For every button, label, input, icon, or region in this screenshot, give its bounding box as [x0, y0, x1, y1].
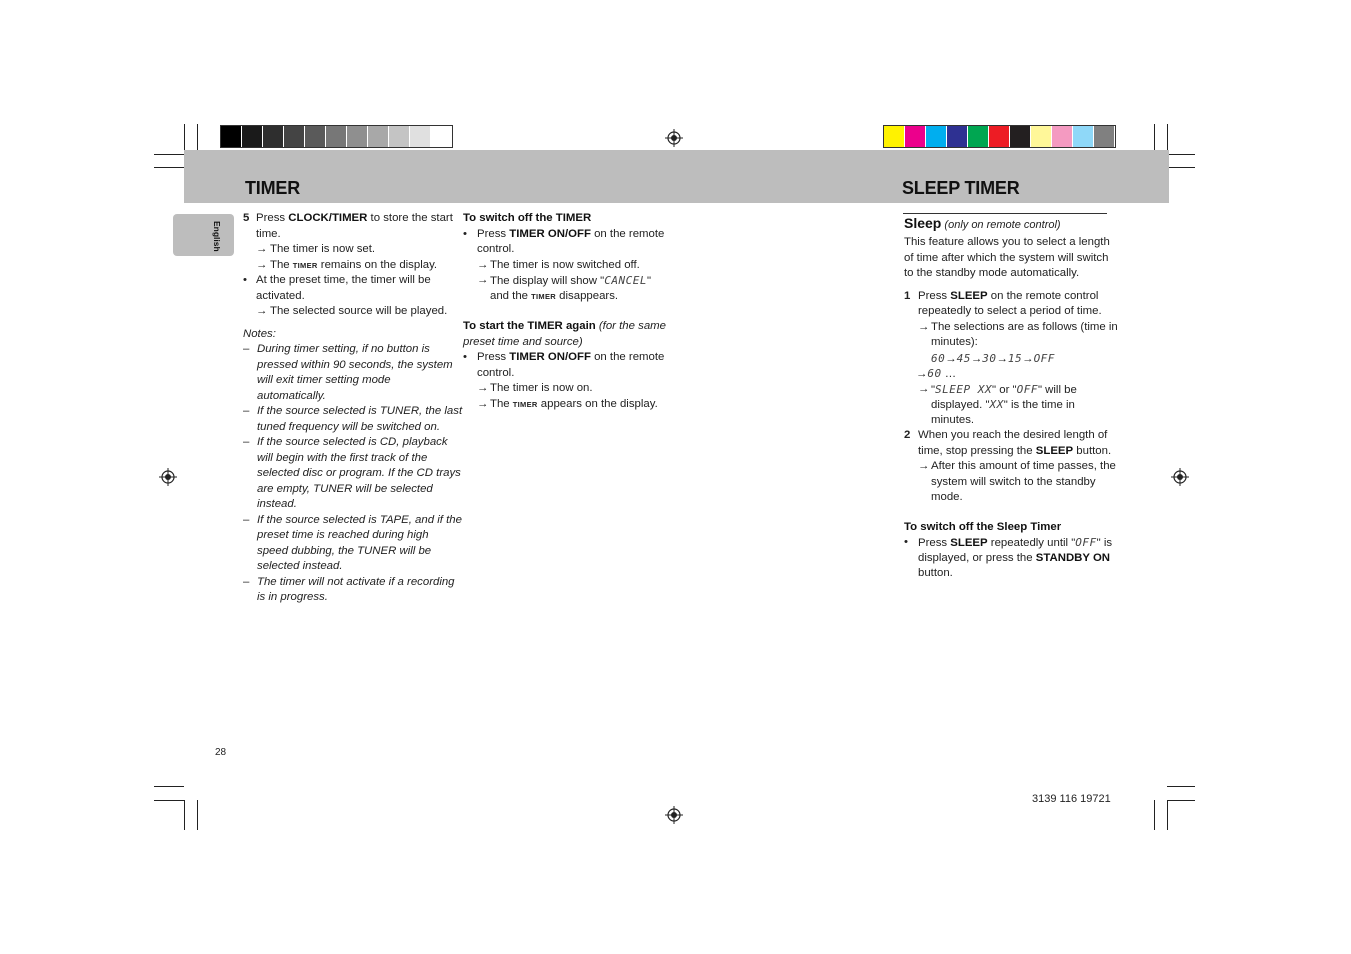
sleep-intro	[904, 235, 1114, 282]
text: preset time and source)	[463, 335, 583, 348]
color-swatch	[221, 126, 242, 147]
timer-indicator: TIMER	[292, 260, 318, 270]
crop-mark	[184, 800, 185, 830]
arrow-icon: →	[256, 243, 268, 255]
sleep-key: SLEEP	[1035, 444, 1074, 457]
header-band	[184, 150, 1169, 203]
timer-onoff-key: TIMER ON/OFF	[509, 351, 591, 363]
sleep-column	[904, 215, 1118, 582]
color-swatch	[305, 126, 326, 147]
text: The display will show "	[490, 275, 605, 287]
note-line	[243, 342, 453, 358]
text: " or "	[992, 383, 1017, 396]
arrow-icon: →	[477, 274, 489, 286]
text: The	[490, 397, 513, 410]
sleep-subtitle: Sleep	[904, 215, 942, 231]
text: repeatedly to select a period of time.	[918, 305, 1102, 317]
text: The selected source will be played.	[270, 305, 448, 317]
note-text: is in progress.	[257, 591, 328, 603]
text: " is	[1096, 537, 1113, 549]
text: " will be	[1037, 383, 1077, 396]
color-swatch	[284, 126, 305, 147]
text: displayed. "	[931, 399, 990, 411]
timer-indicator: TIMER	[531, 291, 557, 301]
note-line	[243, 497, 453, 513]
dash-icon: –	[243, 513, 250, 526]
text: disappears.	[556, 289, 619, 302]
text: time, stop pressing the	[918, 444, 1036, 457]
note-line	[243, 544, 453, 560]
text: time.	[256, 227, 281, 240]
note-line	[243, 513, 462, 529]
intro-line: of time after which the system will switch	[904, 251, 1109, 264]
color-swatch	[968, 126, 989, 147]
note-text: instead.	[257, 498, 297, 510]
note-line	[243, 358, 453, 374]
crop-mark	[154, 800, 184, 801]
note-text: are empty, TUNER will be selected	[257, 482, 433, 495]
dash-icon: –	[243, 575, 250, 588]
cmyk-color-bar	[883, 125, 1116, 148]
sleep-sequence	[931, 351, 1055, 368]
step-number: 1	[904, 289, 911, 302]
text: appears on the display.	[537, 397, 658, 410]
lcd-text: XX	[989, 398, 1004, 411]
note-text: If the source selected is TUNER, the last	[257, 405, 463, 417]
color-swatch	[368, 126, 389, 147]
note-line	[243, 590, 453, 606]
lcd-text: 60	[931, 351, 946, 365]
color-swatch	[1010, 126, 1031, 147]
sleep-key: SLEEP	[950, 289, 988, 302]
timer-indicator: TIMER	[512, 399, 538, 409]
note-line	[243, 420, 453, 436]
grayscale-color-bar	[220, 125, 453, 148]
text: mode.	[931, 491, 963, 503]
dash-icon: –	[243, 405, 250, 417]
text: "	[646, 275, 651, 287]
timer-column-2	[463, 211, 673, 412]
text: on the remote	[590, 351, 665, 363]
text: Press	[477, 227, 510, 240]
color-swatch	[1073, 126, 1094, 147]
text: and the	[490, 289, 532, 302]
crop-mark	[154, 167, 184, 168]
arrow-icon: →	[918, 320, 930, 333]
color-swatch	[431, 126, 452, 147]
text: (only on remote control)	[941, 219, 1061, 231]
note-text: If the source selected is CD, playback	[257, 436, 448, 448]
note-line	[243, 373, 453, 389]
registration-mark-icon	[665, 129, 683, 147]
text: (for the same	[595, 320, 666, 332]
color-swatch	[926, 126, 947, 147]
crop-mark	[1167, 786, 1195, 787]
notes-title: Notes:	[243, 327, 276, 340]
text: control.	[477, 366, 515, 379]
color-swatch	[263, 126, 284, 147]
arrow-icon: →	[1022, 352, 1034, 365]
switch-off-timer-heading: To switch off the TIMER	[463, 212, 592, 224]
color-swatch	[884, 126, 905, 147]
arrow-icon: →	[918, 382, 930, 395]
note-text: During timer setting, if no button is	[257, 343, 430, 355]
lcd-text: OFF	[1016, 382, 1038, 396]
text: button.	[1073, 444, 1112, 457]
switch-off-sleep-heading: To switch off the Sleep Timer	[904, 520, 1062, 533]
note-text: selected disc or program. If the CD trays	[257, 467, 461, 479]
text: Press	[918, 537, 951, 549]
note-text: The timer will not activate if a recording	[257, 575, 455, 588]
lcd-text: CANCEL	[604, 274, 647, 287]
note-line	[243, 404, 463, 420]
crop-mark	[197, 800, 198, 830]
text: Press	[256, 212, 289, 224]
step-number: 5	[243, 212, 250, 224]
color-swatch	[242, 126, 263, 147]
color-swatch	[989, 126, 1010, 147]
timer-column-1	[243, 211, 463, 606]
bullet-icon: •	[243, 274, 247, 286]
note-text: automatically.	[257, 389, 326, 402]
registration-mark-icon	[159, 468, 177, 486]
intro-line: to the standby mode automatically.	[904, 267, 1080, 279]
text: system will switch to the standby	[931, 475, 1096, 488]
text: " is the time in	[1003, 399, 1075, 411]
arrow-icon: →	[256, 258, 268, 271]
note-text: preset time is reached during high	[257, 529, 429, 541]
arrow-icon: →	[477, 258, 489, 271]
start-timer-again-heading: To start the TIMER again	[463, 320, 596, 332]
text: activated.	[256, 289, 305, 302]
text: The timer is now on.	[490, 382, 593, 394]
note-text: If the source selected is TAPE, and if the	[257, 513, 462, 526]
text: control.	[477, 243, 515, 255]
text: minutes.	[931, 413, 975, 426]
text: The	[270, 258, 293, 271]
color-swatch	[905, 126, 926, 147]
section-rule	[903, 213, 1107, 214]
note-line	[243, 528, 453, 544]
lcd-text: 45	[956, 351, 971, 365]
crop-mark	[1154, 800, 1155, 830]
text: Press	[477, 351, 510, 363]
text: remains on the display.	[317, 258, 438, 271]
text: repeatedly until "	[987, 537, 1076, 549]
text: …	[941, 368, 957, 380]
text: The timer is now switched off.	[490, 258, 640, 271]
note-text: tuned frequency will be switched on.	[257, 420, 440, 433]
text: to store the start	[367, 212, 453, 224]
language-label: English	[212, 221, 222, 252]
text: When you reach the desired length of	[918, 429, 1108, 441]
color-swatch	[326, 126, 347, 147]
text: The timer is now set.	[270, 243, 376, 255]
clock-timer-key: CLOCK/TIMER	[288, 212, 368, 224]
standby-on-key: STANDBY ON	[1035, 551, 1111, 564]
text: "	[931, 383, 936, 396]
intro-line: This feature allows you to select a length	[904, 236, 1110, 248]
crop-mark	[1167, 800, 1195, 801]
color-swatch	[1094, 126, 1115, 147]
language-tab	[173, 214, 234, 256]
lcd-text: SLEEP XX	[935, 382, 993, 396]
arrow-icon: →	[477, 397, 489, 410]
arrow-icon: →	[918, 460, 930, 472]
dash-icon: –	[243, 343, 250, 355]
arrow-icon: →	[256, 305, 268, 317]
note-text: will begin with the first track of the	[257, 451, 428, 464]
text: Press	[918, 289, 951, 302]
text: The selections are as follows (time in	[931, 320, 1118, 333]
lcd-text: 30	[982, 351, 997, 365]
color-swatch	[410, 126, 431, 147]
note-line	[243, 466, 461, 482]
lcd-text: OFF	[1033, 351, 1055, 365]
note-line	[243, 575, 453, 591]
color-swatch	[389, 126, 410, 147]
arrow-icon: →	[477, 382, 489, 394]
notes-list	[243, 342, 463, 606]
lcd-text: OFF	[1075, 536, 1097, 549]
bullet-icon: •	[904, 536, 908, 548]
text: After this amount of time passes, the	[931, 460, 1116, 472]
text: At the preset time, the timer will be	[256, 274, 431, 286]
note-text: will exit timer setting mode	[257, 374, 391, 386]
note-line	[243, 559, 453, 575]
bullet-icon: •	[463, 227, 467, 240]
arrow-icon: →	[996, 352, 1008, 365]
note-line	[243, 435, 453, 451]
color-swatch	[1031, 126, 1052, 147]
color-swatch	[347, 126, 368, 147]
crop-mark	[1167, 800, 1168, 830]
color-swatch	[1052, 126, 1073, 147]
page-number: 28	[215, 747, 227, 758]
arrow-icon: →	[970, 352, 983, 365]
note-line	[243, 482, 453, 498]
text: on the remote	[590, 227, 665, 240]
timer-onoff-key: TIMER ON/OFF	[509, 227, 591, 240]
lcd-text: 15	[1007, 351, 1023, 365]
crop-mark	[1167, 167, 1195, 168]
bullet-icon: •	[463, 351, 467, 363]
crop-mark	[154, 786, 184, 787]
dash-icon: –	[243, 436, 250, 448]
note-text: speed dubbing, the TUNER will be	[257, 544, 432, 557]
crop-mark	[154, 154, 184, 155]
sleep-key: SLEEP	[950, 537, 988, 549]
sleep-timer-title: SLEEP TIMER	[902, 178, 1020, 198]
crop-mark	[1167, 154, 1195, 155]
timer-title: TIMER	[245, 178, 300, 198]
text: minutes):	[931, 336, 978, 348]
lcd-text: 60	[927, 367, 942, 380]
note-line	[243, 389, 453, 405]
text: button.	[918, 567, 953, 579]
registration-mark-icon	[1171, 468, 1189, 486]
registration-mark-icon	[665, 806, 683, 824]
arrow-icon: →	[916, 368, 928, 380]
text: on the remote control	[987, 289, 1099, 302]
document-code: 3139 116 19721	[1032, 793, 1111, 805]
note-text: pressed within 90 seconds, the system	[257, 358, 453, 371]
step-number: 2	[904, 429, 911, 441]
arrow-icon: →	[945, 352, 957, 365]
note-line	[243, 451, 453, 467]
note-text: selected instead.	[257, 560, 343, 572]
text: displayed, or press the	[918, 551, 1036, 564]
color-swatch	[947, 126, 968, 147]
